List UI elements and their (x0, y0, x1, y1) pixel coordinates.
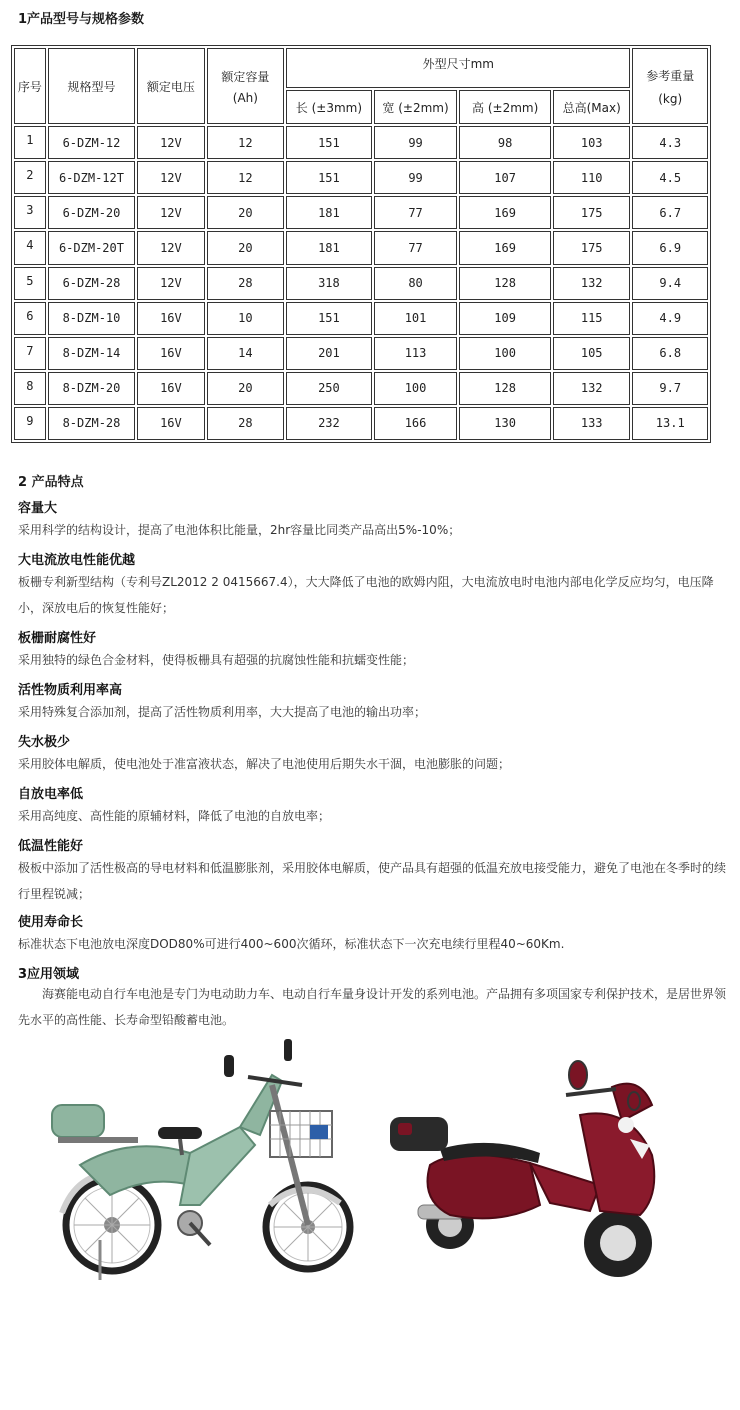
row-width-cell: 77 (374, 196, 458, 229)
row-capacity-cell: 20 (207, 231, 284, 264)
row-total-height-cell: 103 (553, 126, 631, 159)
header-dimensions: 外型尺寸mm (286, 48, 630, 88)
row-model-cell: 6-DZM-12 (48, 126, 135, 159)
row-width-cell: 77 (374, 231, 458, 264)
feature-title: 容量大 (18, 501, 58, 516)
header-weight (632, 48, 708, 124)
row-width-cell: 99 (374, 126, 458, 159)
table-row (14, 161, 708, 194)
spec-table (11, 45, 711, 443)
table-row (14, 302, 708, 335)
header-capacity-label: 额定容量 (221, 69, 270, 84)
row-total-height-cell: 110 (553, 161, 631, 194)
row-height-cell: 169 (459, 231, 551, 264)
row-weight-cell: 4.3 (632, 126, 708, 159)
row-height-cell: 130 (459, 407, 551, 440)
row-height-cell: 128 (459, 372, 551, 405)
row-index-cell: 2 (14, 161, 46, 194)
row-weight-cell: 4.9 (632, 302, 708, 335)
feature-text: 极板中添加了活性极高的导电材料和低温膨胀剂，采用胶体电解质，使产品具有超强的低温充放电接受能力，避免了电池在冬季时的续行里程锐减； (18, 861, 727, 901)
row-width-cell: 99 (374, 161, 458, 194)
feature-title: 使用寿命长 (18, 915, 84, 930)
row-capacity-cell: 28 (207, 267, 284, 300)
row-model-cell: 8-DZM-14 (48, 337, 135, 370)
feature-title: 失水极少 (18, 735, 71, 750)
row-total-height-cell: 175 (553, 196, 631, 229)
header-capacity (207, 48, 284, 124)
section1-title: 1产品型号与规格参数 (18, 12, 145, 27)
row-index-cell: 5 (14, 267, 46, 300)
table-row (14, 372, 708, 405)
row-capacity-cell: 14 (207, 337, 284, 370)
product-images (40, 1035, 730, 1295)
feature-text: 采用胶体电解质，使电池处于准富液状态，解决了电池使用后期失水干涸，电池膨胀的问题； (18, 757, 511, 771)
row-total-height-cell: 133 (553, 407, 631, 440)
row-model-cell: 6-DZM-20T (48, 231, 135, 264)
row-capacity-cell: 20 (207, 372, 284, 405)
row-width-cell: 166 (374, 407, 458, 440)
row-width-cell: 100 (374, 372, 458, 405)
row-capacity-cell: 20 (207, 196, 284, 229)
row-capacity-cell: 28 (207, 407, 284, 440)
row-length-cell: 181 (286, 196, 372, 229)
row-index-cell: 9 (14, 407, 46, 440)
header-width: 宽 (±2mm) (374, 90, 458, 124)
row-weight-cell: 6.8 (632, 337, 708, 370)
feature-title: 活性物质利用率高 (18, 683, 123, 698)
row-height-cell: 109 (459, 302, 551, 335)
row-weight-cell: 13.1 (632, 407, 708, 440)
row-height-cell: 169 (459, 196, 551, 229)
row-index-cell: 6 (14, 302, 46, 335)
header-weight-label: 参考重量 (646, 68, 695, 83)
electric-scooter-image (390, 1035, 690, 1295)
feature-title: 板栅耐腐性好 (18, 631, 97, 646)
row-total-height-cell: 115 (553, 302, 631, 335)
row-model-cell: 8-DZM-20 (48, 372, 135, 405)
row-voltage-cell: 16V (137, 407, 205, 440)
section2-title: 2 产品特点 (18, 475, 84, 490)
row-width-cell: 113 (374, 337, 458, 370)
row-length-cell: 151 (286, 161, 372, 194)
row-height-cell: 128 (459, 267, 551, 300)
row-weight-cell: 6.7 (632, 196, 708, 229)
row-total-height-cell: 132 (553, 372, 631, 405)
feature-title: 自放电率低 (18, 787, 84, 802)
row-height-cell: 100 (459, 337, 551, 370)
row-total-height-cell: 132 (553, 267, 631, 300)
table-row (14, 231, 708, 264)
row-voltage-cell: 12V (137, 267, 205, 300)
header-length: 长 (±3mm) (286, 90, 372, 124)
row-capacity-cell: 10 (207, 302, 284, 335)
header-index: 序号 (14, 48, 46, 124)
row-model-cell: 6-DZM-20 (48, 196, 135, 229)
feature-text: 采用科学的结构设计，提高了电池体积比能量，2hr容量比同类产品高出5%-10%； (18, 523, 461, 537)
row-weight-cell: 6.9 (632, 231, 708, 264)
row-capacity-cell: 12 (207, 126, 284, 159)
row-height-cell: 98 (459, 126, 551, 159)
row-length-cell: 232 (286, 407, 372, 440)
table-row (14, 407, 708, 440)
row-voltage-cell: 12V (137, 231, 205, 264)
row-index-cell: 8 (14, 372, 46, 405)
row-weight-cell: 9.4 (632, 267, 708, 300)
row-voltage-cell: 16V (137, 372, 205, 405)
row-weight-cell: 9.7 (632, 372, 708, 405)
row-height-cell: 107 (459, 161, 551, 194)
header-weight-unit: (kg) (658, 91, 683, 106)
electric-bicycle-image (40, 1035, 370, 1295)
row-model-cell: 6-DZM-12T (48, 161, 135, 194)
feature-text: 采用高纯度、高性能的原辅材料，降低了电池的自放电率； (18, 809, 331, 823)
row-length-cell: 151 (286, 126, 372, 159)
feature-text: 板栅专利新型结构（专利号ZL2012 2 0415667.4），大大降低了电池的欧姆内阻，大电流放电时电池内部电化学反应均匀，电压降小，深放电后的恢复性能好； (18, 575, 714, 615)
row-model-cell: 8-DZM-10 (48, 302, 135, 335)
row-weight-cell: 4.5 (632, 161, 708, 194)
row-width-cell: 80 (374, 267, 458, 300)
header-voltage: 额定电压 (137, 48, 205, 124)
header-total-height: 总高(Max) (553, 90, 631, 124)
section3-title: 3应用领域 (18, 967, 80, 982)
row-length-cell: 181 (286, 231, 372, 264)
row-voltage-cell: 12V (137, 196, 205, 229)
header-height: 高 (±2mm) (459, 90, 551, 124)
feature-text: 标准状态下电池放电深度DOD80%可进行400~600次循环，标准状态下一次充电续行里程40~60Km. (18, 937, 565, 951)
row-voltage-cell: 12V (137, 161, 205, 194)
feature-text: 采用特殊复合添加剂，提高了活性物质利用率，大大提高了电池的输出功率； (18, 705, 427, 719)
row-total-height-cell: 105 (553, 337, 631, 370)
row-length-cell: 201 (286, 337, 372, 370)
table-row (14, 196, 708, 229)
row-model-cell: 8-DZM-28 (48, 407, 135, 440)
row-capacity-cell: 12 (207, 161, 284, 194)
section3-text: 海赛能电动自行车电池是专门为电动助力车、电动自行车量身设计开发的系列电池。产品拥有多项国家专利保护技术，是居世界领先水平的高性能、长寿命型铅酸蓄电池。 (18, 987, 727, 1027)
row-length-cell: 151 (286, 302, 372, 335)
row-total-height-cell: 175 (553, 231, 631, 264)
feature-title: 低温性能好 (18, 839, 84, 854)
row-index-cell: 3 (14, 196, 46, 229)
row-index-cell: 1 (14, 126, 46, 159)
row-length-cell: 250 (286, 372, 372, 405)
row-model-cell: 6-DZM-28 (48, 267, 135, 300)
table-row (14, 337, 708, 370)
feature-text: 采用独特的绿色合金材料，使得板栅具有超强的抗腐蚀性能和抗蠕变性能； (18, 653, 415, 667)
row-length-cell: 318 (286, 267, 372, 300)
row-voltage-cell: 16V (137, 337, 205, 370)
table-row (14, 126, 708, 159)
header-model: 规格型号 (48, 48, 135, 124)
feature-title: 大电流放电性能优越 (18, 553, 136, 568)
row-width-cell: 101 (374, 302, 458, 335)
header-capacity-unit: (Ah) (232, 90, 258, 105)
table-row (14, 267, 708, 300)
row-voltage-cell: 16V (137, 302, 205, 335)
row-index-cell: 7 (14, 337, 46, 370)
row-voltage-cell: 12V (137, 126, 205, 159)
row-index-cell: 4 (14, 231, 46, 264)
